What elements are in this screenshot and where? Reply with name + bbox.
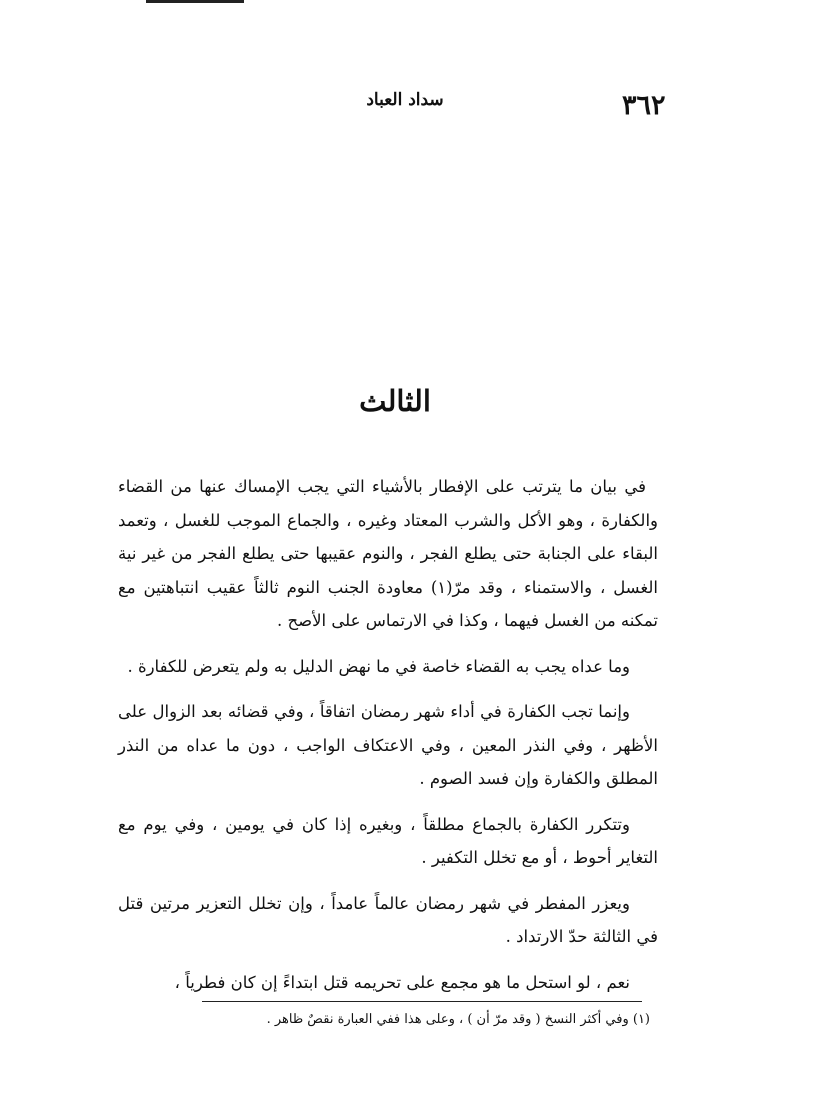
paragraph: في بيان ما يترتب على الإفطار بالأشياء التي يجب الإمساك عنها من القضاء والكفارة ، وهو الأكل والشرب المعتاد وغيره ، والجماع الموجب للغسل ، وتعمد البقاء على الجنابة حتى يطلع الفجر ، والنوم عقيبها حتى يطلع الفجر من غير نية الغسل ، والاستمناء ، وقد مرّ(١) معاودة الجنب النوم ثالثاً عقيب انتباهتين مع تمكنه من الغسل فيهما ، وكذا في الارتماس على الأصح . [118, 477, 658, 630]
running-title: سداد العباد [366, 90, 444, 110]
top-edge-rule [146, 0, 244, 3]
paragraph: نعم ، لو استحل ما هو مجمع على تحريمه قتل ابتداءً إن كان فطرياً ، [174, 972, 630, 992]
body-text [118, 470, 658, 1011]
footnote: (١) وفي أكثر النسخ ( وقد مرّ أن ) ، وعلى هذا ففي العبارة نقصٌ ظاهر . [266, 1012, 650, 1027]
section-heading: الثالث [359, 384, 431, 418]
paragraph: ويعزر المفطر في شهر رمضان عالماً عامداً ، وإن تخلل التعزير مرتين قتل في الثالثة حدّ الارتداد . [118, 893, 658, 946]
page-number: ٣٦٢ [622, 90, 666, 121]
paragraph: وما عداه يجب به القضاء خاصة في ما نهض الدليل به ولم يتعرض للكفارة . [127, 656, 630, 676]
paragraph: وإنما تجب الكفارة في أداء شهر رمضان اتفاقاً ، وفي قضائه بعد الزوال على الأظهر ، وفي النذر المعين ، وفي الاعتكاف الواجب ، دون ما عداه من النذر المطلق والكفارة وإن فسد الصوم . [118, 702, 658, 788]
footnote-divider [202, 1001, 642, 1002]
paragraph: وتتكرر الكفارة بالجماع مطلقاً ، وبغيره إذا كان في يومين ، وفي يوم مع التغاير أحوط ، أو مع تخلل التكفير . [118, 814, 658, 867]
